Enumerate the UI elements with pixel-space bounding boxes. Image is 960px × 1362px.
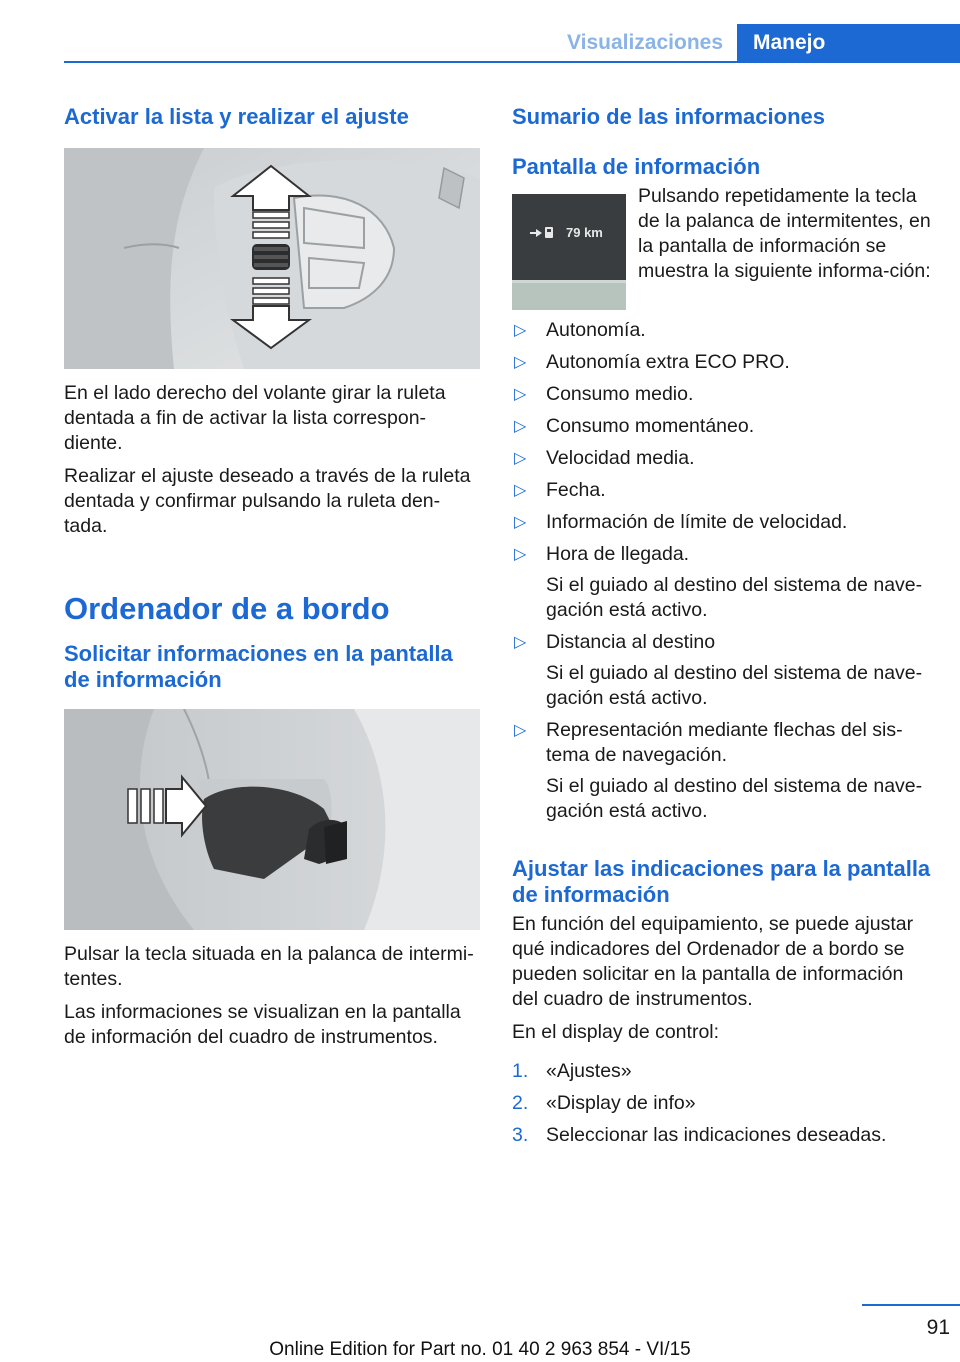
step-text: «Ajustes» xyxy=(546,1060,632,1082)
step-number: 1. xyxy=(512,1060,529,1082)
paragraph-ruleta-activar: En el lado derecho del volante girar la ruleta dentada a fin de activar la lista correspon‐diente. xyxy=(64,382,446,454)
list-item xyxy=(512,382,932,407)
left-column xyxy=(64,100,480,1050)
heading-ordenador: Ordenador de a bordo xyxy=(64,591,390,626)
display-figure-block xyxy=(512,184,932,310)
info-list xyxy=(512,318,932,824)
list-item-subtext: Si el guiado al destino del sistema de nave‐gación está activo. xyxy=(546,574,923,621)
step-text: Seleccionar las indicaciones deseadas. xyxy=(546,1124,887,1146)
triangle-bullet-icon: ▷ xyxy=(514,450,527,467)
heading-activar: Activar la lista y realizar el ajuste xyxy=(64,104,409,129)
triangle-bullet-icon: ▷ xyxy=(514,546,527,563)
triangle-bullet-icon: ▷ xyxy=(514,514,527,531)
heading-sumario: Sumario de las informaciones xyxy=(512,104,825,129)
list-item-text: Distancia al destino xyxy=(546,631,716,653)
right-column xyxy=(512,100,932,1148)
step-number: 2. xyxy=(512,1092,529,1114)
step-item xyxy=(512,1059,932,1084)
list-item xyxy=(512,718,932,824)
header-tab-visualizaciones[interactable]: Visualizaciones xyxy=(566,30,724,54)
list-item-text: Fecha. xyxy=(546,479,606,501)
list-item-text: Consumo momentáneo. xyxy=(546,415,755,437)
heading-pantalla-informacion: Pantalla de información xyxy=(512,154,761,179)
paragraph-pulsando-repetidamente: Pulsando repetidamente la tecla de la palanca de intermitentes, en la pantalla de información se muestra la siguiente informa‐ción: xyxy=(638,185,931,282)
list-item-text: Hora de llegada. xyxy=(546,543,690,565)
list-item-subtext: Si el guiado al destino del sistema de nave‐gación está activo. xyxy=(546,775,923,822)
list-item xyxy=(512,350,932,375)
paragraph-ruleta-confirmar: Realizar el ajuste deseado a través de la ruleta dentada y confirmar pulsando la ruleta den‐tada. xyxy=(64,465,471,537)
triangle-bullet-icon: ▷ xyxy=(514,722,527,739)
triangle-bullet-icon: ▷ xyxy=(514,322,527,339)
page-number-rule xyxy=(862,1304,960,1306)
list-item xyxy=(512,318,932,343)
list-item-subtext: Si el guiado al destino del sistema de nave‐gación está activo. xyxy=(546,662,923,709)
paragraph-funcion-equipamiento: En función del equipamiento, se puede ajustar qué indicadores del Ordenador de a bordo se pueden solicitar en la pantalla de información del cuadro de instrumentos. xyxy=(512,913,914,1010)
paragraph-pulsar-tecla: Pulsar la tecla situada en la palanca de intermi‐tentes. xyxy=(64,943,474,990)
info-display-figure xyxy=(512,194,626,310)
heading-ajustar: Ajustar las indicaciones para la pantalla de información xyxy=(512,856,931,907)
triangle-bullet-icon: ▷ xyxy=(514,482,527,499)
list-item xyxy=(512,542,932,623)
heading-solicitar: Solicitar informaciones en la pantalla de información xyxy=(64,641,453,692)
list-item xyxy=(512,478,932,503)
steps-list xyxy=(512,1059,932,1148)
step-item xyxy=(512,1091,932,1116)
step-number: 3. xyxy=(512,1124,529,1146)
list-item xyxy=(512,446,932,471)
header-tab-manejo[interactable]: Manejo xyxy=(737,24,960,61)
list-item-text: Autonomía. xyxy=(546,319,646,341)
footer-edition: Online Edition for Part no. 01 40 2 963 854 - VI/15 xyxy=(269,1339,691,1360)
triangle-bullet-icon: ▷ xyxy=(514,634,527,651)
step-text: «Display de info» xyxy=(546,1092,696,1114)
list-item-text: Consumo medio. xyxy=(546,383,694,405)
list-item xyxy=(512,414,932,439)
triangle-bullet-icon: ▷ xyxy=(514,354,527,371)
step-item xyxy=(512,1123,932,1148)
list-item xyxy=(512,630,932,711)
triangle-bullet-icon: ▷ xyxy=(514,386,527,403)
steering-wheel-figure xyxy=(64,148,480,369)
list-item-text: Representación mediante flechas del sis‐tema de navegación. xyxy=(546,719,903,766)
page-number: 91 xyxy=(926,1316,950,1339)
list-item-text: Autonomía extra ECO PRO. xyxy=(546,351,790,373)
header-rule xyxy=(64,61,960,63)
list-item-text: Información de límite de velocidad. xyxy=(546,511,848,533)
display-value: 79 km xyxy=(566,225,603,240)
list-item xyxy=(512,510,932,535)
turn-signal-lever-figure xyxy=(64,709,480,930)
paragraph-display-control: En el display de control: xyxy=(512,1021,720,1043)
list-item-text: Velocidad media. xyxy=(546,447,695,469)
paragraph-informaciones-visualizan: Las informaciones se visualizan en la pantalla de información del cuadro de instrumentos. xyxy=(64,1001,461,1048)
triangle-bullet-icon: ▷ xyxy=(514,418,527,435)
